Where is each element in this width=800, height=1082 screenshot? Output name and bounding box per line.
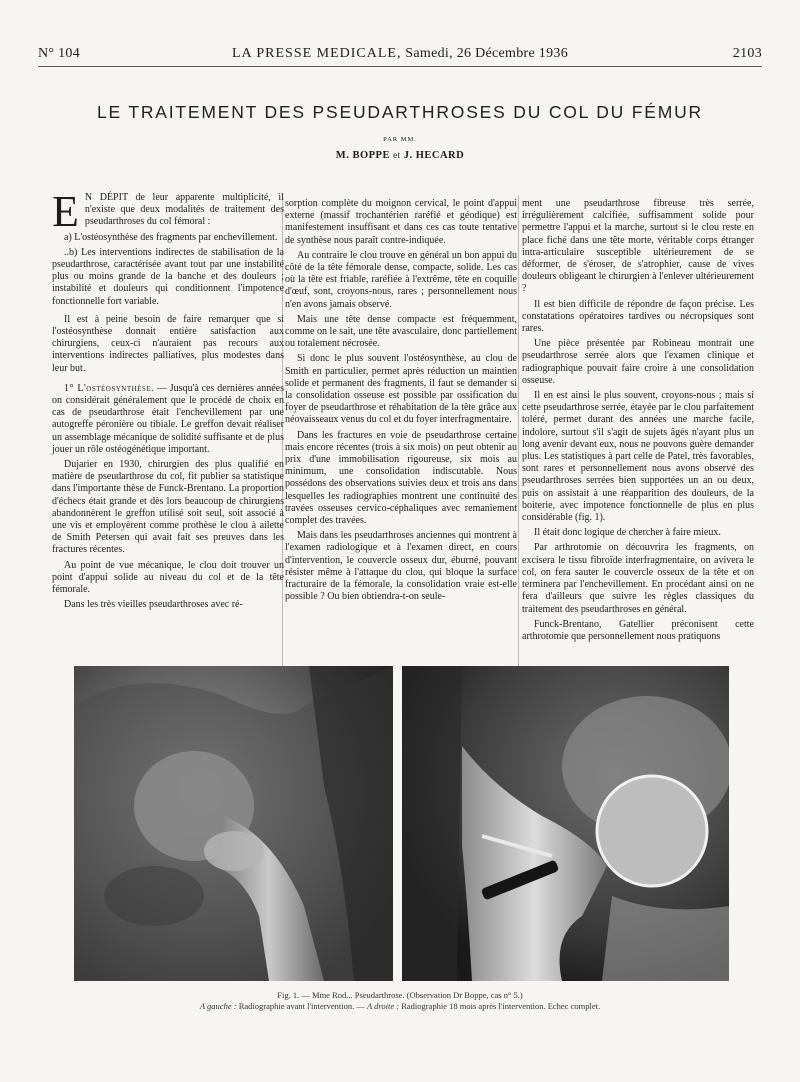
paragraph: a) L'ostéosynthèse des fragments par enchevillement. — [64, 231, 278, 243]
author-conjunction: et — [393, 150, 401, 160]
journal-name: LA PRESSE MEDICALE, — [231, 46, 402, 61]
column-rule — [518, 195, 519, 673]
paragraph: Il était donc logique de chercher à faire mieux. — [534, 527, 721, 539]
paragraph: ..b) Les interventions indirectes de stabilisation de la pseudarthrose, caractérisée avant tout par une instabilité plus ou moins grande de la banche et des douleurs ; instabilité et douleurs qui conditionnent l'impotence fonctionnelle fort variable. — [52, 246, 284, 307]
paragraph: Il est bien difficile de répondre de façon précise. Les constatations opératoires tardives ou nécropsiques sont rares. — [522, 298, 754, 335]
paragraph: Au point de vue mécanique, le clou doit trouver un point d'appui solide au niveau du col et de la tête fémorale. — [52, 559, 284, 596]
paragraph: sorption complète du moignon cervical, le point d'appui externe (massif trochantérien raréfié et géodique) est manifestement insuffisant et dans ces cas toute tentative de synthèse nous paraît contre-indiquée. — [285, 198, 517, 246]
author-hecard: J. HECARD — [403, 150, 465, 161]
paragraph: Il en est ainsi le plus souvent, croyons-nous ; mais si cette pseudarthrose serrée, étayée par le clou parfaitement toléré, permet durant des années une marche facile, indolore, surtout s'il s'agit de sujets âgés n'ayant plus un long avenir devant eux, nous ne pouvons guère demander plus. Les statistiques à part celle de Patel, très favorables, sont rares et personnellement nous avons observé des pseudarthroses serrées bien supportées un an ou deux, puis on assistait à une réapparition des douleurs, de la boiterie, avec impotence fonctionnelle de plus en plus considérable (fig. 1). — [522, 390, 754, 524]
article-title: LE TRAITEMENT DES PSEUDARTHROSES DU COL DU FÉMUR — [97, 102, 703, 122]
paragraph: Dans les fractures en voie de pseudarthrose certaine mais encore récentes (trois à six mois) on peut obtenir au prix d'une immobilisation rigoureuse, six mois au minimum, une consolidation indiscutable. Nous possédons des observations suivies deux et trois ans dans lesquelles les radiographies montrent une continuité des travées osseuses cervico-céphaliques avec remaniement complet des travées. — [285, 429, 517, 527]
drop-cap: E — [52, 187, 79, 236]
caption-right-label: A droite : — [366, 1001, 400, 1011]
paragraph: Au contraire le clou trouve en général un bon appui du côté de la tête fémorale dense, compacte, solide. Les cas où la tête est friable, raréfiée à l'extrême, tête en coquille d'œuf, sont, croyons-nous, rares ; personnellement nous n'en avons jamais observé. — [285, 249, 517, 310]
text-column-2 — [285, 198, 517, 607]
issue-date: Samedi, 26 Décembre 1936 — [405, 46, 569, 61]
paragraph: Dans les très vieilles pseudarthroses avec ré- — [64, 599, 243, 611]
author-boppe: M. BOPPE — [335, 150, 390, 161]
paragraph: ment une pseudarthrose fibreuse très serrée, irrégulièrement calcifiée, suffisamment solide pour permettre l'appui et la marche, surtout si le clou reste en place fiché dans une tête morte, véritable corps étranger intra-articulaire susceptible ultérieurement de se déformer, de s'éroser, de s'atrophier, cause de vives douleurs obligeant le chirurgien à l'enlever ultérieurement ? — [522, 198, 754, 295]
paragraph: Si donc le plus souvent l'ostéosynthèse, au clou de Smith en particulier, permet après réduction un maintien solide et permanent des fragments, il faut se demander si la consolidation osseuse est possible par ossification du foyer de pseudarthrose et réhabitation de la tête grâce aux néovaisseaux venus du col et du foyer interfragmentaire. — [285, 353, 517, 426]
paragraph: 1° L'ostéosynthèse. — Jusqu'à ces dernières années on considérait généralement que le procédé de choix en cas de pseudarthrose était l'enchevillement par une autogreffe péronière ou tibiale. Le greffon devait réaliser un assemblage mécanique de solidité suffisante et de plus jouer un rôle ostéogénétique important. — [52, 382, 284, 455]
paragraph: E N DÉPIT de leur apparente multiplicité, il n'existe que deux modalités de traitement des pseudarthroses du col fémoral : — [52, 187, 284, 236]
paragraph: Il est à peine besoin de faire remarquer que si l'ostéosynthèse donnait entière satisfaction aux chirurgiens, ceux-ci n'auraient pas recours aux interventions indirectes palliatives, plus modestes dans leur but. — [52, 313, 284, 374]
journal-line — [38, 46, 762, 62]
byline-par: PAR MM. — [383, 136, 417, 143]
paragraph: Mais une tête dense compacte est fréquemment, comme on le sait, une tête avasculaire, donc partiellement ou totalement nécrosée. — [285, 313, 517, 350]
radiograph-before — [74, 666, 393, 981]
caption-line-2: A gauche : Radiographie avant l'intervention. — A droite : Radiographie 18 mois après l'intervention. Echec complet. — [199, 1001, 601, 1011]
figure-caption — [0, 990, 800, 1012]
running-header — [38, 44, 762, 67]
paragraph: Dujarier en 1930, chirurgien des plus qualifié en matière de pseudarthrose du col, fit publier sa statistique dans l'importante thèse de Funck-Brentano. La proportion d'échecs était grande et dès lors beaucoup de chirurgiens abandonnèrent le greffon utilisé soit seul, soit associé à une vis et employèrent comme prothèse le clou à ailette de Smith Petersen qui avait fait ses preuves dans les fractures récentes. — [52, 459, 284, 556]
paragraph: Par arthrotomie on découvrira les fragments, on excisera le tissu fibroïde interfragmentaire, on avivera le col, on fera sauter le couvercle osseux de la tête et on terminera par l'enchevillement. En procédant ainsi on ne fera d'ailleurs que suivre les règles classiques du traitement des pseudarthroses en général. — [522, 542, 754, 615]
caption-left-label: A gauche : — [199, 1001, 237, 1011]
text-column-3 — [522, 198, 754, 646]
radiograph-after — [402, 666, 729, 981]
issue-number: N° 104 — [38, 46, 81, 61]
authors — [0, 150, 800, 161]
page-number: 2103 — [732, 46, 762, 61]
section-heading: 1° L'ostéosynthèse. — [64, 382, 155, 394]
text-column-1 — [52, 187, 284, 615]
paragraph: Une pièce présentée par Robineau montrait une pseudarthrose serrée alors que l'examen clinique et radiographique pouvait faire croire à une consolidation osseuse. — [522, 338, 754, 386]
caption-line-1: Fig. 1. — Mme Rod... Pseudarthrose. (Observation Dr Boppe, cas n° 5.) — [277, 990, 523, 1000]
paragraph: Funck-Brentano, Gatellier préconisent cette arthrotomie que personnellement nous pratiquons — [522, 618, 754, 642]
paragraph: Mais dans les pseudarthroses anciennes qui montrent à l'examen radiologique et à l'examen direct, en cours d'intervention, le couvercle osseux dur, éburné, pouvant résister même à l'attaque du clou, qui bloque la surface fracturaire de la fémorale, la consolidation vraie est-elle possible ? Ou bien obtiendra-t-on seule- — [285, 530, 517, 603]
